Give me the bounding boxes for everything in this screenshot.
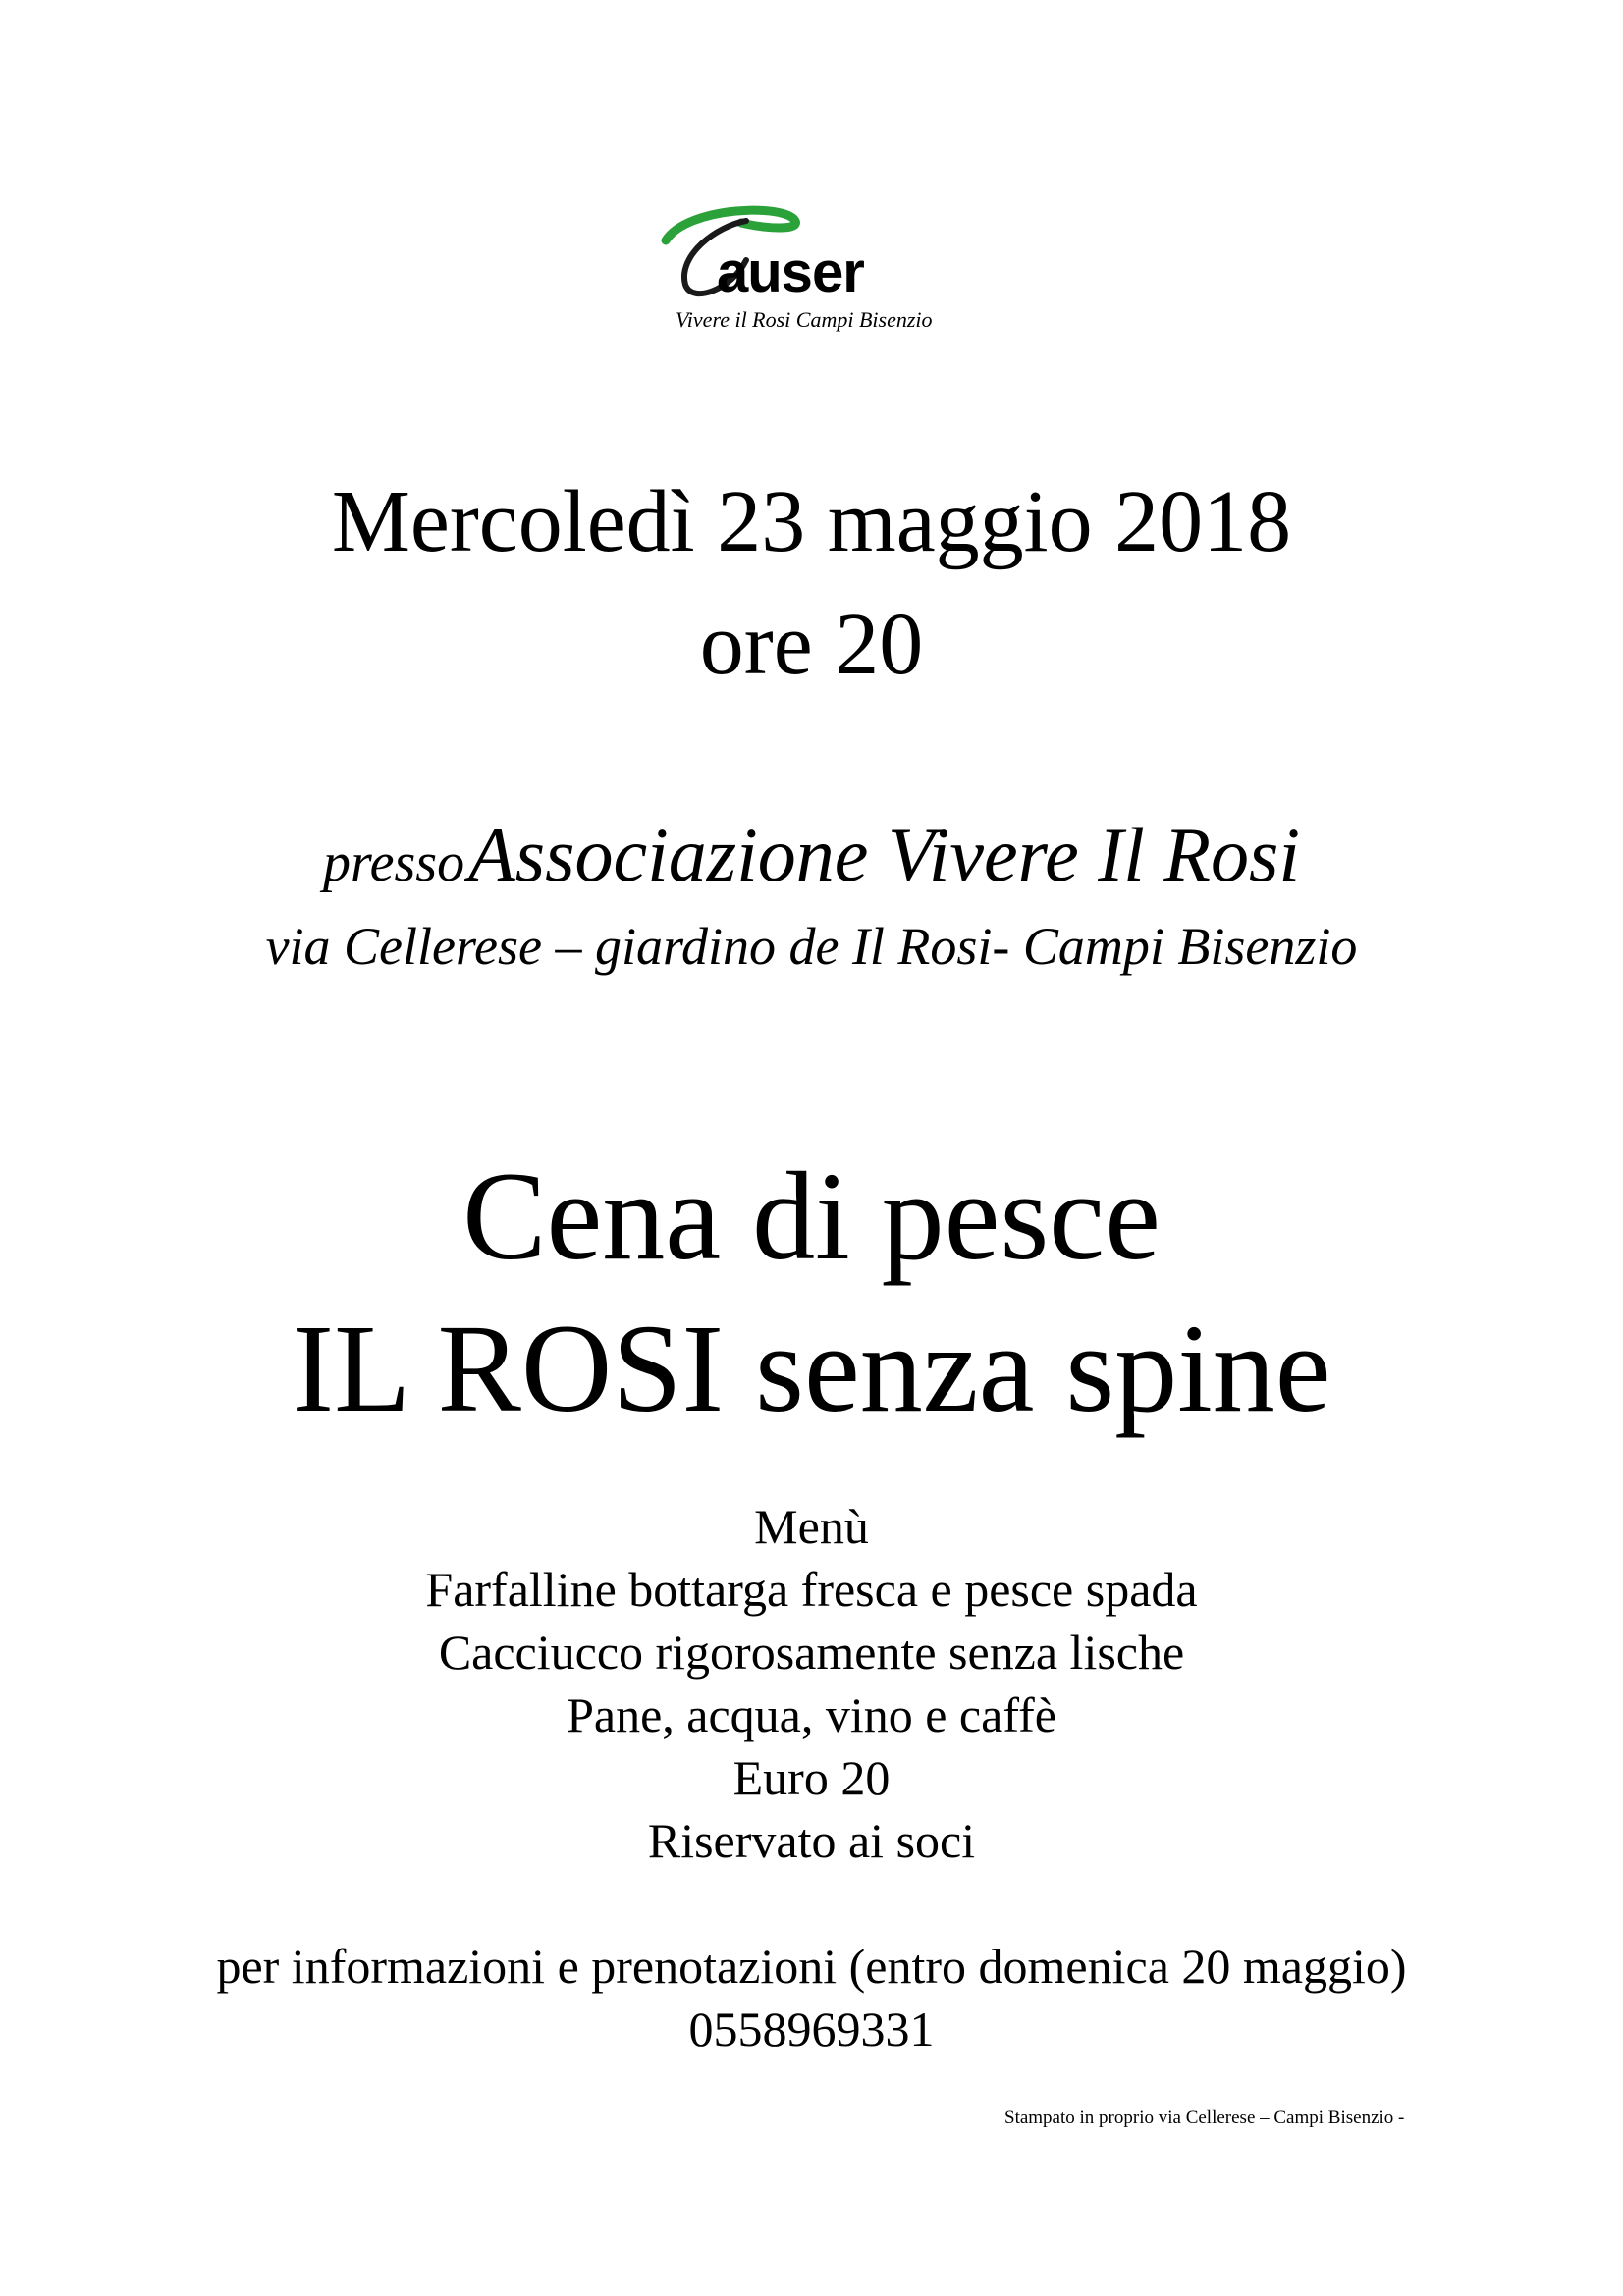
menu-item: Cacciucco rigorosamente senza lische — [438, 1625, 1185, 1680]
logo-tagline: Vivere il Rosi Campi Bisenzio — [676, 307, 933, 332]
menu-item: Farfalline bottarga fresca e pesce spada — [425, 1562, 1198, 1617]
event-date: Mercoledì 23 maggio 2018 — [331, 473, 1292, 570]
auser-logo — [648, 201, 962, 339]
menu-item: Pane, acqua, vino e caffè — [567, 1687, 1056, 1742]
venue-line — [0, 812, 1623, 897]
menu-price: Euro 20 — [732, 1750, 891, 1805]
contact-info: per informazioni e prenotazioni (entro domenica 20 maggio) — [216, 1939, 1407, 1994]
footer-printed-note: Stampato in proprio via Cellerese – Campi Bisenzio - — [1004, 2108, 1405, 2128]
event-subtitle: IL ROSI senza spine — [292, 1299, 1331, 1438]
menu-note: Riservato ai soci — [647, 1813, 976, 1868]
menu-heading: Menù — [754, 1499, 869, 1554]
venue-name: Associazione Vivere Il Rosi — [468, 812, 1301, 897]
logo-wordmark: auser — [717, 240, 864, 304]
contact-phone: 0558969331 — [688, 2002, 935, 2056]
venue-address: via Cellerese – giardino de Il Rosi- Campi Bisenzio — [265, 917, 1358, 976]
event-time: ore 20 — [699, 596, 924, 693]
venue-prefix: presso — [322, 832, 465, 893]
event-title: Cena di pesce — [462, 1147, 1161, 1286]
